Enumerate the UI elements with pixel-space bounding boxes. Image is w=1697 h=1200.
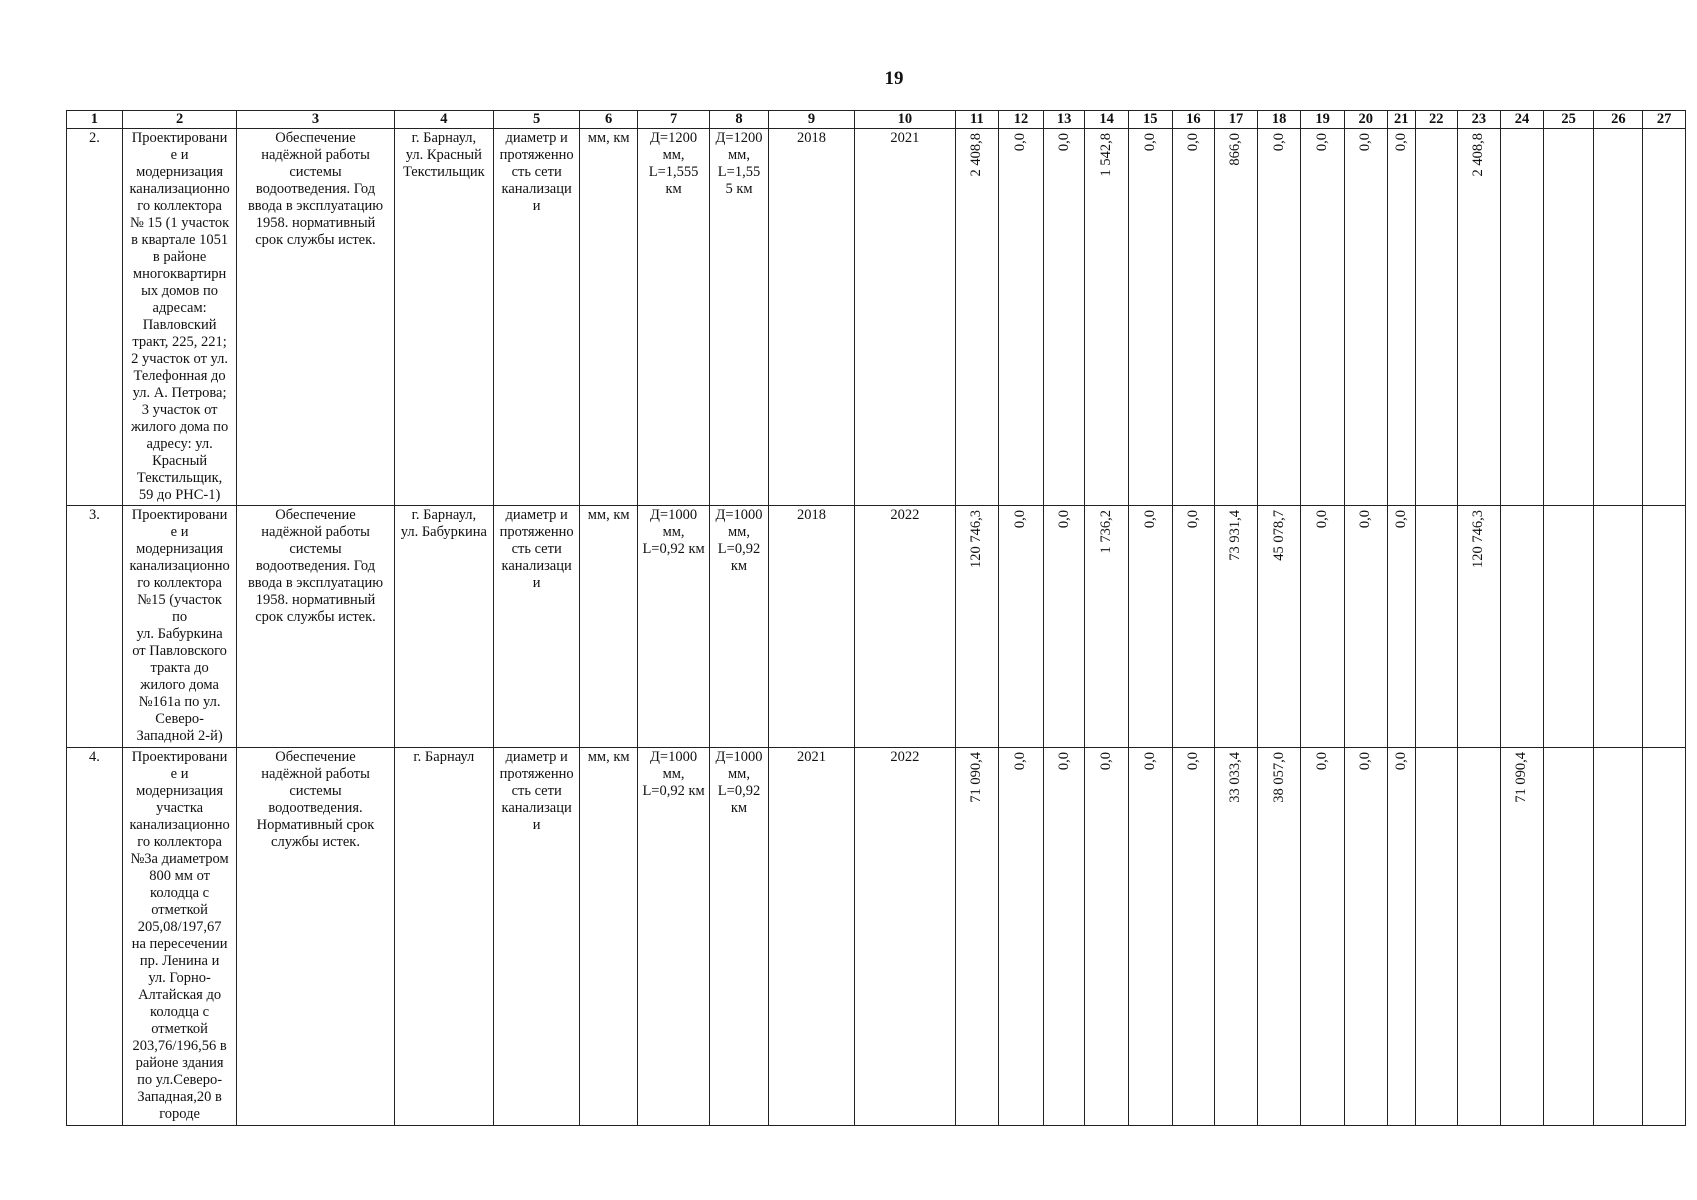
row-number: 4.	[67, 748, 123, 1126]
amount-cell	[1643, 748, 1686, 1126]
project-name: Проектировани е и модернизация канализационно го коллектора № 15 (1 участок в квартале 1051 в районе многоквартирн ых домов по адресам: Павловский тракт, 225, 221; 2 участок от ул. Телефонная до ул. А. Петрова; 3 участок от жилого дома по адресу: ул. Красный Текстильщик, 59 до РНС-1)	[122, 129, 237, 506]
header-cell: 23	[1457, 111, 1501, 129]
page-number: 19	[884, 68, 904, 89]
amount-cell: 38 057,0	[1257, 748, 1301, 1126]
justification: Обеспечение надёжной работы системы водоотведения. Год ввода в эксплуатацию 1958. нормативный срок службы истек.	[237, 506, 394, 748]
value-before: Д=1000 мм, L=0,92 км	[638, 506, 710, 748]
location: г. Барнаул, ул. Красный Текстильщик	[394, 129, 493, 506]
amount-cell: 0,0	[999, 506, 1044, 748]
amount-cell: 1 542,8	[1085, 129, 1129, 506]
header-cell: 5	[494, 111, 580, 129]
start-year: 2021	[768, 748, 854, 1126]
amount-cell: 0,0	[1128, 129, 1172, 506]
header-cell: 25	[1543, 111, 1594, 129]
header-cell: 13	[1043, 111, 1085, 129]
header-cell: 26	[1594, 111, 1643, 129]
header-row	[67, 111, 1686, 129]
amount-cell: 0,0	[1387, 748, 1415, 1126]
amount-cell: 0,0	[1301, 506, 1345, 748]
amount-cell: 71 090,4	[955, 748, 999, 1126]
amount-cell: 0,0	[1128, 506, 1172, 748]
amount-cell	[1643, 129, 1686, 506]
header-cell: 2	[122, 111, 237, 129]
project-name: Проектировани е и модернизация участка канализационно го коллектора №3а диаметром 800 мм от колодца с отметкой 205,08/197,67 на пересечении пр. Ленина и ул. Горно- Алтайская до колодца с отметкой 203,76/196,56 в районе здания по ул.Северо- Западная,20 в городе	[122, 748, 237, 1126]
amount-cell: 0,0	[1043, 748, 1085, 1126]
amount-cell	[1543, 129, 1594, 506]
amount-cell: 0,0	[999, 748, 1044, 1126]
value-after: Д=1000 мм, L=0,92 км	[710, 748, 769, 1126]
row-number: 3.	[67, 506, 123, 748]
header-cell: 11	[955, 111, 999, 129]
amount-cell: 0,0	[1172, 748, 1215, 1126]
header-cell: 4	[394, 111, 493, 129]
location: г. Барнаул	[394, 748, 493, 1126]
amount-cell: 0,0	[1043, 129, 1085, 506]
table-row	[67, 506, 1686, 748]
value-before: Д=1000 мм, L=0,92 км	[638, 748, 710, 1126]
amount-cell: 0,0	[1387, 506, 1415, 748]
header-cell: 7	[638, 111, 710, 129]
amount-cell: 866,0	[1215, 129, 1258, 506]
amount-cell	[1501, 129, 1544, 506]
amount-cell: 0,0	[1387, 129, 1415, 506]
end-year: 2022	[855, 506, 955, 748]
amount-cell: 0,0	[1172, 129, 1215, 506]
table-row	[67, 748, 1686, 1126]
amount-cell: 0,0	[1344, 506, 1387, 748]
header-cell: 9	[768, 111, 854, 129]
amount-cell: 1 736,2	[1085, 506, 1129, 748]
amount-cell: 0,0	[1085, 748, 1129, 1126]
value-after: Д=1000 мм, L=0,92 км	[710, 506, 769, 748]
header-cell: 15	[1128, 111, 1172, 129]
amount-cell	[1594, 748, 1643, 1126]
header-cell: 20	[1344, 111, 1387, 129]
location: г. Барнаул, ул. Бабуркина	[394, 506, 493, 748]
amount-cell: 73 931,4	[1215, 506, 1258, 748]
amount-cell: 2 408,8	[1457, 129, 1501, 506]
indicator: диаметр и протяженно сть сети канализаци и	[494, 748, 580, 1126]
amount-cell: 0,0	[1344, 748, 1387, 1126]
header-cell: 19	[1301, 111, 1345, 129]
amount-cell	[1594, 129, 1643, 506]
unit: мм, км	[580, 506, 638, 748]
header-cell: 24	[1501, 111, 1544, 129]
start-year: 2018	[768, 129, 854, 506]
table-row	[67, 129, 1686, 506]
amount-cell	[1415, 129, 1457, 506]
indicator: диаметр и протяженно сть сети канализаци и	[494, 506, 580, 748]
amount-cell: 2 408,8	[955, 129, 999, 506]
amount-cell: 0,0	[1043, 506, 1085, 748]
amount-cell	[1643, 506, 1686, 748]
amount-cell: 0,0	[1257, 129, 1301, 506]
amount-cell: 33 033,4	[1215, 748, 1258, 1126]
amount-cell	[1543, 748, 1594, 1126]
end-year: 2021	[855, 129, 955, 506]
header-cell: 17	[1215, 111, 1258, 129]
header-cell: 18	[1257, 111, 1301, 129]
header-cell: 27	[1643, 111, 1686, 129]
unit: мм, км	[580, 129, 638, 506]
amount-cell: 120 746,3	[1457, 506, 1501, 748]
amount-cell: 0,0	[1301, 748, 1345, 1126]
amount-cell: 120 746,3	[955, 506, 999, 748]
header-cell: 21	[1387, 111, 1415, 129]
header-cell: 10	[855, 111, 955, 129]
amount-cell: 0,0	[1301, 129, 1345, 506]
project-name: Проектировани е и модернизация канализационно го коллектора №15 (участок по ул. Бабуркина от Павловского тракта до жилого дома №161а по ул. Северо- Западной 2-й)	[122, 506, 237, 748]
value-before: Д=1200 мм, L=1,555 км	[638, 129, 710, 506]
amount-cell: 0,0	[999, 129, 1044, 506]
amount-cell: 0,0	[1344, 129, 1387, 506]
header-cell: 16	[1172, 111, 1215, 129]
justification: Обеспечение надёжной работы системы водоотведения. Нормативный срок службы истек.	[237, 748, 394, 1126]
header-cell: 14	[1085, 111, 1129, 129]
amount-cell: 0,0	[1128, 748, 1172, 1126]
unit: мм, км	[580, 748, 638, 1126]
header-cell: 8	[710, 111, 769, 129]
header-cell: 1	[67, 111, 123, 129]
justification: Обеспечение надёжной работы системы водоотведения. Год ввода в эксплуатацию 1958. нормативный срок службы истек.	[237, 129, 394, 506]
amount-cell: 0,0	[1172, 506, 1215, 748]
amount-cell	[1594, 506, 1643, 748]
amount-cell: 71 090,4	[1501, 748, 1544, 1126]
value-after: Д=1200 мм, L=1,55 5 км	[710, 129, 769, 506]
amount-cell	[1457, 748, 1501, 1126]
amount-cell	[1415, 748, 1457, 1126]
row-number: 2.	[67, 129, 123, 506]
end-year: 2022	[855, 748, 955, 1126]
header-cell: 6	[580, 111, 638, 129]
header-cell: 12	[999, 111, 1044, 129]
indicator: диаметр и протяженно сть сети канализаци и	[494, 129, 580, 506]
amount-cell	[1415, 506, 1457, 748]
amount-cell	[1543, 506, 1594, 748]
investment-table	[66, 110, 1686, 1126]
header-cell: 22	[1415, 111, 1457, 129]
header-cell: 3	[237, 111, 394, 129]
amount-cell	[1501, 506, 1544, 748]
amount-cell: 45 078,7	[1257, 506, 1301, 748]
start-year: 2018	[768, 506, 854, 748]
